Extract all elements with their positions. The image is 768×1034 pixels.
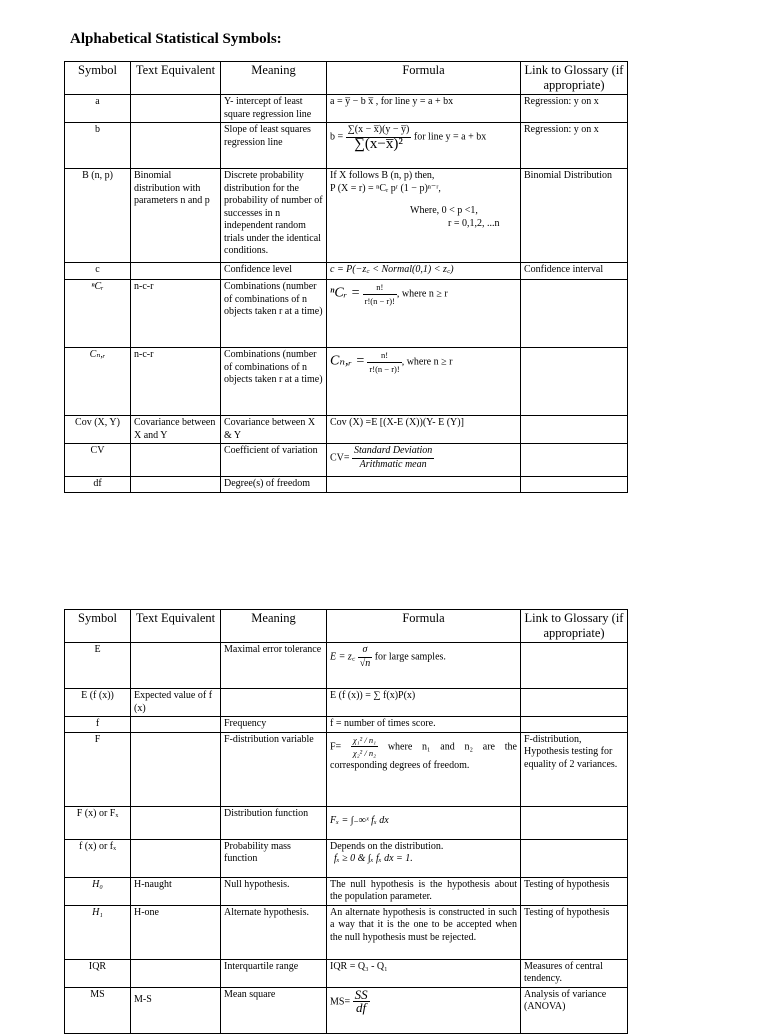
cell-symbol: Cₙ,ᵣ: [65, 348, 131, 416]
cell-meaning: Mean square: [221, 987, 327, 1033]
table-row: [65, 717, 628, 733]
cell-symbol: E: [65, 643, 131, 689]
cell-formula: CV= $\frac{\text{Standard Deviation}}{\text{Arithmatic mean}}$: [327, 444, 521, 477]
cell-text: [131, 444, 221, 477]
header-symbol: Symbol: [65, 610, 131, 643]
table-row: [65, 877, 628, 905]
cell-formula: An alternate hypothesis is constructed in such a way that it is the one to be accepted when the null hypothesis must be rejected.: [327, 905, 521, 959]
cell-text: Covariance between X and Y: [131, 416, 221, 444]
cell-text: H-naught: [131, 877, 221, 905]
cell-glossary: [521, 416, 628, 444]
cell-symbol: B (n, p): [65, 169, 131, 263]
page-title: Alphabetical Statistical Symbols:: [70, 31, 282, 47]
cell-symbol: df: [65, 477, 131, 493]
cell-meaning: Combinations (number of combinations of n objects taken r at a time): [221, 348, 327, 416]
cell-glossary: Testing of hypothesis: [521, 877, 628, 905]
table-row: [65, 444, 628, 477]
cell-glossary: [521, 839, 628, 877]
cell-formula: [327, 477, 521, 493]
table-row: [65, 959, 628, 987]
cell-glossary: Regression: y on x: [521, 123, 628, 169]
symbols-table-2: [64, 609, 628, 1034]
cv-fraction: $\frac{\text{Standard Deviation}}{\text{Arithmatic mean}}$: [354, 445, 433, 470]
table-row: [65, 123, 628, 169]
header-text-equivalent: Text Equivalent: [131, 62, 221, 95]
cell-formula: If X follows B (n, p) then, P (X = r) = ⁿCᵣ pʳ (1 − p)ⁿ⁻ʳ, Where, 0 < p <1, r = 0,1,2, ...n: [327, 169, 521, 263]
cell-glossary: [521, 689, 628, 717]
cell-symbol: f (x) or fₓ: [65, 839, 131, 877]
cell-meaning: Distribution function: [221, 806, 327, 839]
cell-meaning: Probability mass function: [221, 839, 327, 877]
cell-meaning: Interquartile range: [221, 959, 327, 987]
header-text-equivalent: Text Equivalent: [131, 610, 221, 643]
cell-text: [131, 95, 221, 123]
cell-glossary: [521, 280, 628, 348]
combination-fraction: $\frac{n!}{r!(n - r)!}$: [364, 282, 395, 306]
cell-text: Expected value of f (x): [131, 689, 221, 717]
cell-meaning: Degree(s) of freedom: [221, 477, 327, 493]
combination-fraction: $\frac{n!}{r!(n - r)!}$: [369, 350, 400, 374]
cell-formula: F= $\frac{\text{χ₁² / n₁}}{\text{χ₂² / n₂}}$ where n₁ and n₂ are the corresponding degrees of freedom.: [327, 732, 521, 806]
cell-formula: b = $\frac{\sum(x - x̅)(y - y̅)}{\text{∑(x−x̅)²}}$ for line y = a + bx: [327, 123, 521, 169]
cell-symbol: F (x) or Fₓ: [65, 806, 131, 839]
slope-fraction: $\frac{\sum(x - x̅)(y - y̅)}{\text{∑(x−x̅)²}}$: [347, 124, 410, 152]
table-row: [65, 643, 628, 689]
cell-glossary: Binomial Distribution: [521, 169, 628, 263]
cell-text: [131, 477, 221, 493]
header-glossary: Link to Glossary (if appropriate): [521, 610, 628, 643]
table-row: [65, 839, 628, 877]
cell-formula: Cov (X) =E [(X-E (X))(Y- E (Y)]: [327, 416, 521, 444]
cell-text: [131, 732, 221, 806]
cell-text: [131, 643, 221, 689]
cell-symbol: CV: [65, 444, 131, 477]
table-row: [65, 263, 628, 280]
cell-meaning: Covariance between X & Y: [221, 416, 327, 444]
header-symbol: Symbol: [65, 62, 131, 95]
table-row: [65, 905, 628, 959]
cell-formula: c = P(−z꜀ < Normal(0,1) < z꜀): [327, 263, 521, 280]
table-row: [65, 348, 628, 416]
cell-glossary: [521, 477, 628, 493]
cell-meaning: Frequency: [221, 717, 327, 733]
cell-symbol: H₀: [65, 877, 131, 905]
header-glossary: Link to Glossary (if appropriate): [521, 62, 628, 95]
table-row: [65, 732, 628, 806]
table-row: [65, 689, 628, 717]
cell-symbol: H₁: [65, 905, 131, 959]
cell-formula: f = number of times score.: [327, 717, 521, 733]
cell-formula: E (f (x)) = ∑ f(x)P(x): [327, 689, 521, 717]
cell-text: [131, 839, 221, 877]
cell-glossary: [521, 444, 628, 477]
cell-glossary: F-distribution, Hypothesis testing for equality of 2 variances.: [521, 732, 628, 806]
cell-symbol: c: [65, 263, 131, 280]
cell-meaning: Alternate hypothesis.: [221, 905, 327, 959]
table-row: [65, 987, 628, 1033]
cell-meaning: [221, 689, 327, 717]
cell-glossary: Analysis of variance (ANOVA): [521, 987, 628, 1033]
cell-meaning: Coefficient of variation: [221, 444, 327, 477]
cell-symbol: E (f (x)): [65, 689, 131, 717]
cell-text: [131, 806, 221, 839]
cell-formula: a = y̅ − b x̅ , for line y = a + bx: [327, 95, 521, 123]
cell-text: Binomial distribution with parameters n and p: [131, 169, 221, 263]
cell-text: n-c-r: [131, 280, 221, 348]
cell-meaning: Combinations (number of combinations of n objects taken r at a time): [221, 280, 327, 348]
cell-symbol: b: [65, 123, 131, 169]
cell-meaning: Confidence level: [221, 263, 327, 280]
symbols-table-1: [64, 61, 628, 493]
table-header-row: [65, 62, 628, 95]
cell-symbol: F: [65, 732, 131, 806]
cell-glossary: [521, 806, 628, 839]
cell-formula: E = z꜀ $\frac{\sigma}{√n}$ for large samples.: [327, 643, 521, 689]
cell-meaning: F-distribution variable: [221, 732, 327, 806]
cell-formula: ⁿCᵣ = $\frac{n!}{r!(n - r)!}$ , where n ≥ r: [327, 280, 521, 348]
cell-symbol: a: [65, 95, 131, 123]
cell-symbol: MS: [65, 987, 131, 1033]
cell-symbol: IQR: [65, 959, 131, 987]
header-formula: Formula: [327, 610, 521, 643]
cell-formula: The null hypothesis is the hypothesis about the population parameter.: [327, 877, 521, 905]
cell-symbol: f: [65, 717, 131, 733]
ms-fraction: $\frac{SS}{df}$: [354, 987, 368, 1015]
cell-glossary: Regression: y on x: [521, 95, 628, 123]
cell-meaning: Discrete probability distribution for the probability of number of successes in n independent random trials under the identical conditions.: [221, 169, 327, 263]
cell-glossary: Confidence interval: [521, 263, 628, 280]
cell-text: H-one: [131, 905, 221, 959]
cell-text: n-c-r: [131, 348, 221, 416]
table-row: [65, 416, 628, 444]
cell-text: [131, 123, 221, 169]
table-row: [65, 169, 628, 263]
cell-symbol: ⁿCᵣ: [65, 280, 131, 348]
cell-formula: IQR = Q₃ - Q₁: [327, 959, 521, 987]
f-ratio-fraction: $\frac{\text{χ₁² / n₁}}{\text{χ₂² / n₂}}$: [352, 734, 377, 758]
cell-meaning: Y- intercept of least square regression line: [221, 95, 327, 123]
cell-formula: MS= $\frac{SS}{df}$: [327, 987, 521, 1033]
table-row: [65, 806, 628, 839]
cell-meaning: Slope of least squares regression line: [221, 123, 327, 169]
cell-formula: Fₓ = ∫₋∞ˣ fₓ dx: [327, 806, 521, 839]
cell-text: [131, 263, 221, 280]
cell-text: [131, 717, 221, 733]
cell-formula: Cₙ,ᵣ = $\frac{n!}{r!(n - r)!}$ , where n ≥ r: [327, 348, 521, 416]
table-header-row: [65, 610, 628, 643]
cell-text: M-S: [131, 987, 221, 1033]
table-row: [65, 477, 628, 493]
cell-meaning: Null hypothesis.: [221, 877, 327, 905]
cell-glossary: Measures of central tendency.: [521, 959, 628, 987]
header-meaning: Meaning: [221, 610, 327, 643]
cell-glossary: [521, 717, 628, 733]
cell-glossary: Testing of hypothesis: [521, 905, 628, 959]
cell-text: [131, 959, 221, 987]
cell-glossary: [521, 643, 628, 689]
error-fraction: $\frac{\sigma}{√n}$: [359, 644, 371, 669]
header-formula: Formula: [327, 62, 521, 95]
table-row: [65, 95, 628, 123]
table-row: [65, 280, 628, 348]
cell-meaning: Maximal error tolerance: [221, 643, 327, 689]
cell-symbol: Cov (X, Y): [65, 416, 131, 444]
cell-formula: Depends on the distribution. fₓ ≥ 0 & ∫ₓ fₓ dx = 1.: [327, 839, 521, 877]
header-meaning: Meaning: [221, 62, 327, 95]
cell-glossary: [521, 348, 628, 416]
